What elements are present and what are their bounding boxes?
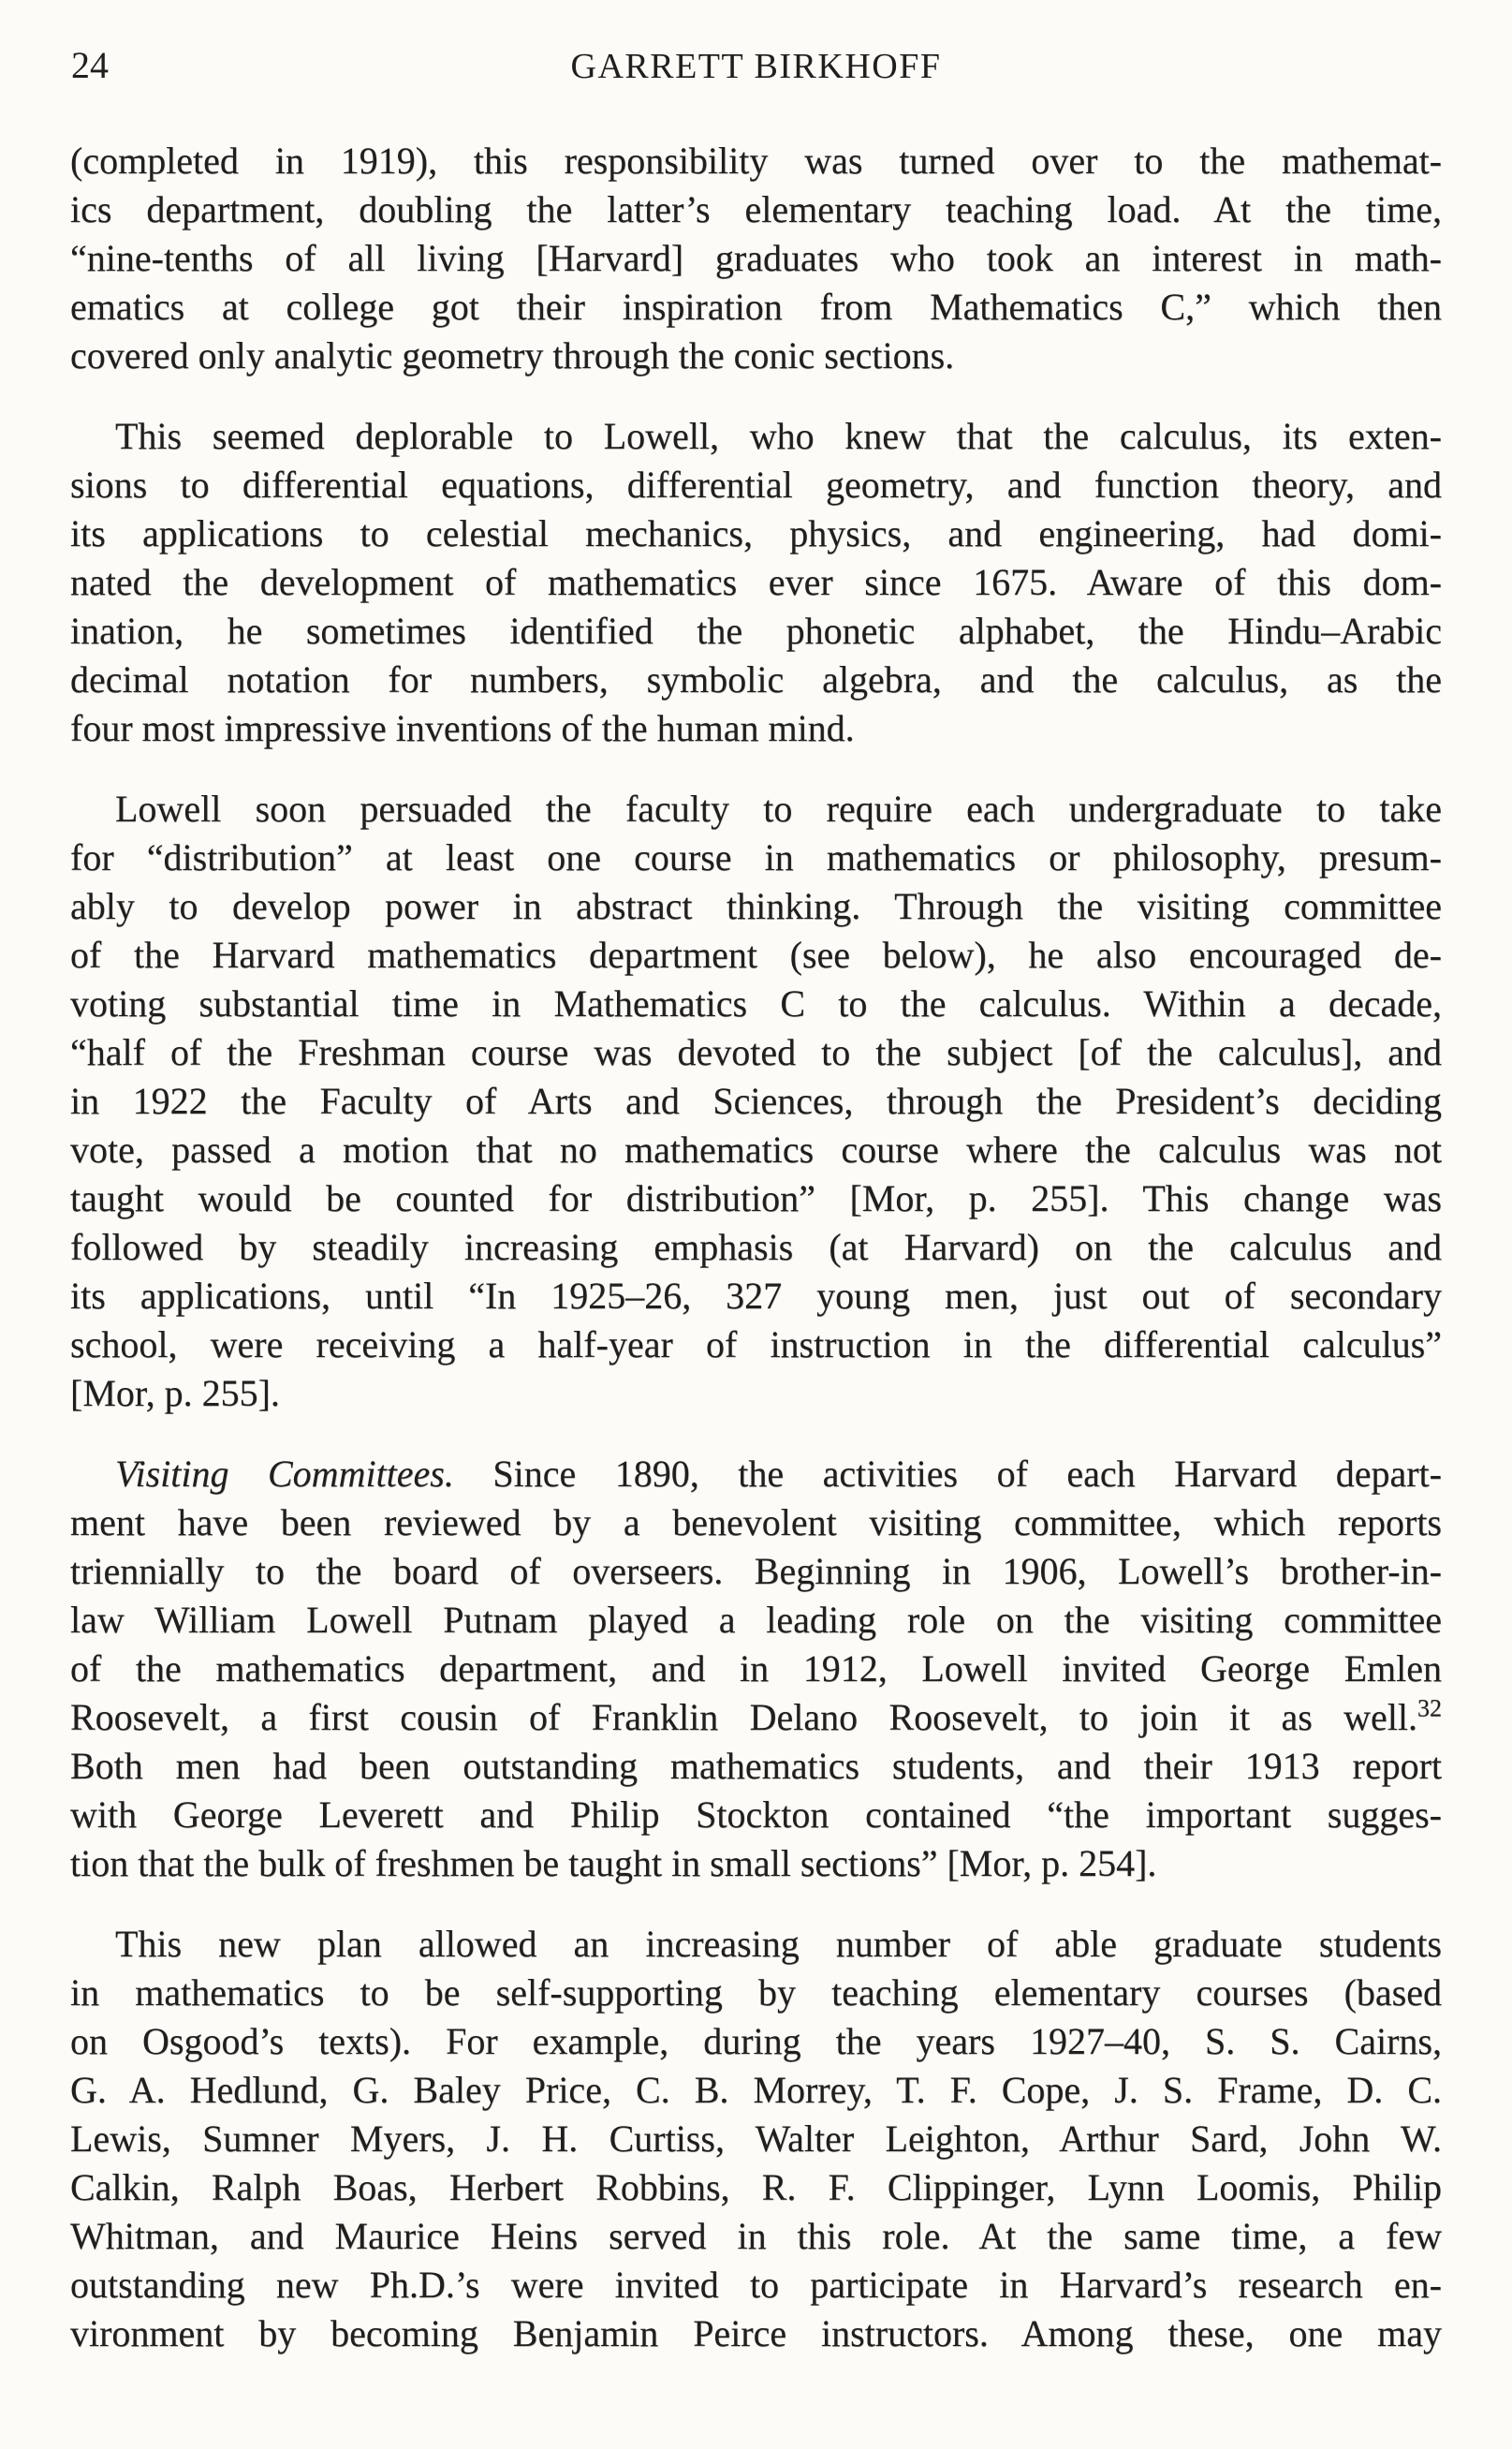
text-line [70,1320,1442,1369]
running-head: GARRETT BIRKHOFF [570,47,942,86]
text-segment: vote, passed a motion that no mathematics course where the calculus was not [70,1129,1442,1171]
text-line [70,332,1442,380]
paragraph [70,1920,1442,2358]
text-segment: voting substantial time in Mathematics C to the calculus. Within a decade, [70,982,1442,1025]
text-segment: in mathematics to be self-supporting by teaching elementary courses (based [70,1971,1442,2014]
text-line [70,1077,1442,1126]
paragraph [70,137,1442,380]
text-segment: of the Harvard mathematics department (see below), he also encouraged de- [70,934,1442,976]
text-line [70,2017,1442,2066]
text-segment: ematics at college got their inspiration from Mathematics C,” which then [70,286,1442,328]
text-line [70,1028,1442,1077]
text-segment: “half of the Freshman course was devoted to the subject [of the calculus], and [70,1031,1442,1073]
text-line [70,1742,1442,1791]
text-line [70,558,1442,607]
text-segment: ics department, doubling the latter’s elementary teaching load. At the time, [70,188,1442,230]
text-line [70,1969,1442,2017]
text-segment: ment have been reviewed by a benevolent visiting committee, which reports [70,1501,1442,1543]
text-segment: followed by steadily increasing emphasis (at Harvard) on the calculus and [70,1226,1442,1268]
paragraph [70,412,1442,753]
paragraph [70,1450,1442,1888]
text-line [70,785,1442,834]
text-segment: on Osgood’s texts). For example, during the years 1927–40, S. S. Cairns, [70,2020,1442,2062]
text-line [70,1223,1442,1272]
text-line [70,1839,1442,1888]
text-segment: law William Lowell Putnam played a leading role on the visiting committee [70,1599,1442,1641]
text-segment: its applications, until “In 1925–26, 327 young men, just out of secondary [70,1275,1442,1317]
text-segment: sions to differential equations, differential geometry, and function theory, and [70,464,1442,506]
text-segment: Calkin, Ralph Boas, Herbert Robbins, R. F. Clippinger, Lynn Loomis, Philip [70,2166,1442,2208]
text-segment: nated the development of mathematics ever since 1675. Aware of this dom- [70,561,1442,603]
text-segment: ination, he sometimes identified the phonetic alphabet, the Hindu–Arabic [70,610,1442,652]
text-line [70,1369,1442,1418]
text-line [70,509,1442,558]
text-segment: ably to develop power in abstract thinking. Through the visiting committee [70,885,1442,927]
text-segment: covered only analytic geometry through the conic sections. [70,334,955,376]
text-line [70,412,1442,461]
text-segment: This seemed deplorable to Lowell, who knew that the calculus, its exten- [115,415,1442,457]
text-line [70,2066,1442,2115]
text-line [70,931,1442,980]
text-line [70,1450,1442,1498]
text-segment: with George Leverett and Philip Stockton contained “the important sugges- [70,1793,1442,1836]
text-line [70,1693,1442,1742]
text-segment: in 1922 the Faculty of Arts and Sciences, through the President’s deciding [70,1080,1442,1122]
text-segment: Roosevelt, a first cousin of Franklin Delano Roosevelt, to join it as well. [70,1696,1417,1738]
text-segment: for “distribution” at least one course in mathematics or philosophy, presum- [70,836,1442,878]
text-segment: Lowell soon persuaded the faculty to require each undergraduate to take [115,788,1442,830]
text-segment: “nine-tenths of all living [Harvard] graduates who took an interest in math- [70,237,1442,279]
text-line [70,607,1442,656]
text-segment: tion that the bulk of freshmen be taught in small sections” [Mor, p. 254]. [70,1842,1157,1884]
text-line [70,704,1442,753]
text-segment: triennially to the board of overseers. Beginning in 1906, Lowell’s brother-in- [70,1550,1442,1592]
text-line [70,1272,1442,1320]
text-line [70,1645,1442,1693]
footnote-reference: 32 [1417,1694,1442,1722]
text-segment: taught would be counted for distribution” [Mor, p. 255]. This change was [70,1177,1442,1219]
text-line [70,461,1442,509]
text-line [70,1498,1442,1547]
text-segment: four most impressive inventions of the human mind. [70,707,855,749]
text-segment: G. A. Hedlund, G. Baley Price, C. B. Morrey, T. F. Cope, J. S. Frame, D. C. [70,2069,1442,2111]
italic-text: Visiting Committees. [115,1453,454,1495]
page-number: 24 [71,44,109,86]
text-segment: Since 1890, the activities of each Harvard depart- [453,1453,1442,1495]
text-line [70,1791,1442,1839]
text-segment: of the mathematics department, and in 1912, Lowell invited George Emlen [70,1647,1442,1689]
text-segment: decimal notation for numbers, symbolic algebra, and the calculus, as the [70,658,1442,701]
text-segment: Whitman, and Maurice Heins served in this role. At the same time, a few [70,2215,1442,2257]
text-line [70,137,1442,185]
text-line [70,1920,1442,1969]
text-segment: vironment by becoming Benjamin Peirce instructors. Among these, one may [70,2312,1442,2354]
paragraph [70,785,1442,1418]
text-line [70,1547,1442,1596]
text-line [70,656,1442,704]
text-line [70,185,1442,234]
text-line [70,1174,1442,1223]
text-line [70,834,1442,882]
text-segment: [Mor, p. 255]. [70,1372,280,1414]
text-line [70,234,1442,283]
text-segment: its applications to celestial mechanics, physics, and engineering, had domi- [70,512,1442,554]
text-segment: (completed in 1919), this responsibility was turned over to the mathemat- [70,140,1442,182]
text-line [70,283,1442,332]
text-segment: Both men had been outstanding mathematics students, and their 1913 report [70,1745,1442,1787]
text-line [70,2212,1442,2261]
text-segment: This new plan allowed an increasing number of able graduate students [115,1923,1442,1965]
text-segment: outstanding new Ph.D.’s were invited to participate in Harvard’s research en- [70,2264,1442,2306]
text-line [70,2261,1442,2309]
text-line [70,882,1442,931]
text-line [70,2115,1442,2163]
text-line [70,2309,1442,2358]
text-segment: Lewis, Sumner Myers, J. H. Curtiss, Walter Leighton, Arthur Sard, John W. [70,2117,1442,2160]
text-segment: school, were receiving a half-year of instruction in the differential calculus” [70,1323,1442,1365]
text-line [70,980,1442,1028]
text-line [70,2163,1442,2212]
text-line [70,1126,1442,1174]
text-line [70,1596,1442,1645]
page-body [70,137,1442,2358]
